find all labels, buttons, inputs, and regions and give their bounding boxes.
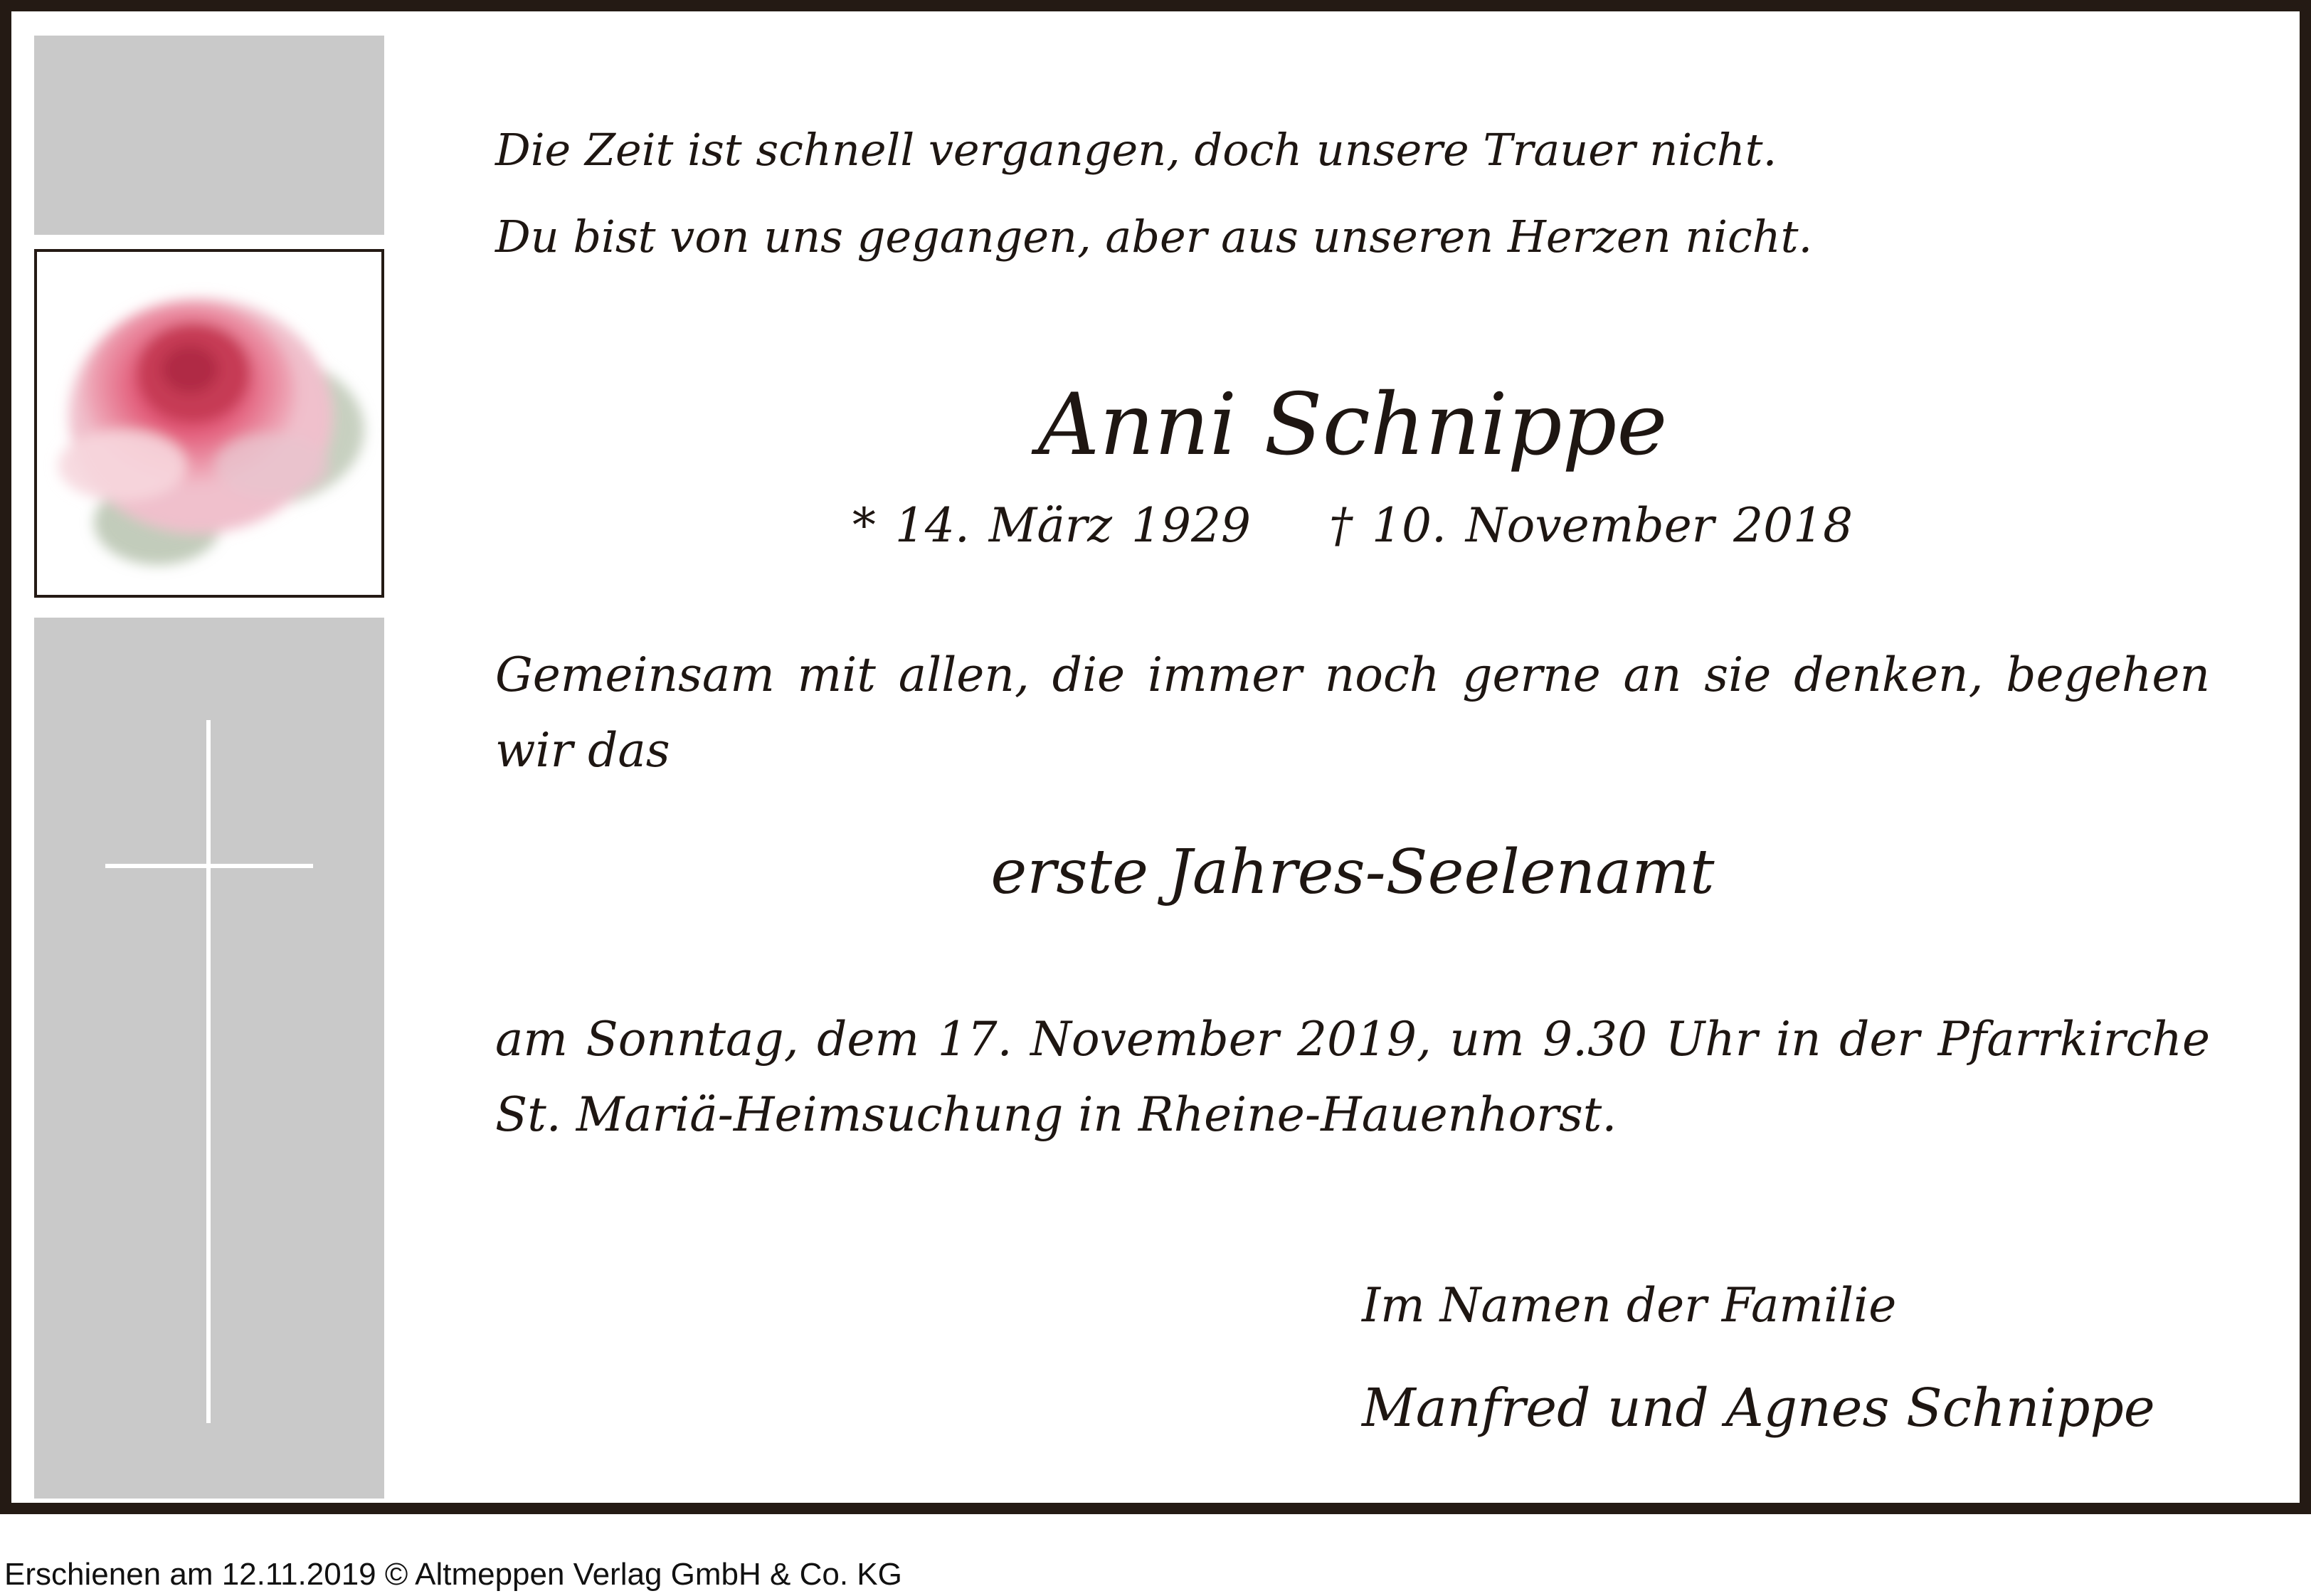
life-dates: [495, 498, 2210, 553]
decorative-panel-top: [34, 36, 384, 235]
signature-intro: Im Namen der Familie: [1362, 1278, 1897, 1333]
verse-line-2: Du bist von uns gegangen, aber aus unseren Herzen nicht.: [495, 211, 1813, 263]
mass-title: erste Jahres-Seelenamt: [990, 837, 1715, 908]
announcement-details: am Sonntag, dem 17. November 2019, um 9.30 Uhr in der Pfarrkirche St. Mariä-Heimsuchung in Rheine-Hauenhorst.: [495, 1012, 2210, 1142]
death-date: † 10. November 2018: [1328, 498, 1853, 553]
cross-icon-vertical: [206, 720, 211, 1423]
deceased-name: Anni Schnippe: [1037, 376, 1668, 475]
cross-icon-horizontal: [105, 864, 313, 868]
announcement-intro: Gemeinsam mit allen, die immer noch gerne an sie denken, begehen wir das: [495, 648, 2210, 778]
verse-line-1: Die Zeit ist schnell vergangen, doch unsere Trauer nicht.: [495, 124, 1777, 176]
rose-image: [34, 249, 384, 598]
publication-footer: Erschienen am 12.11.2019 © Altmeppen Verlag GmbH & Co. KG: [4, 1557, 902, 1592]
birth-date: * 14. März 1929: [852, 498, 1251, 553]
rose-icon: [37, 252, 381, 595]
signature-names: Manfred und Agnes Schnippe: [1362, 1378, 2155, 1439]
